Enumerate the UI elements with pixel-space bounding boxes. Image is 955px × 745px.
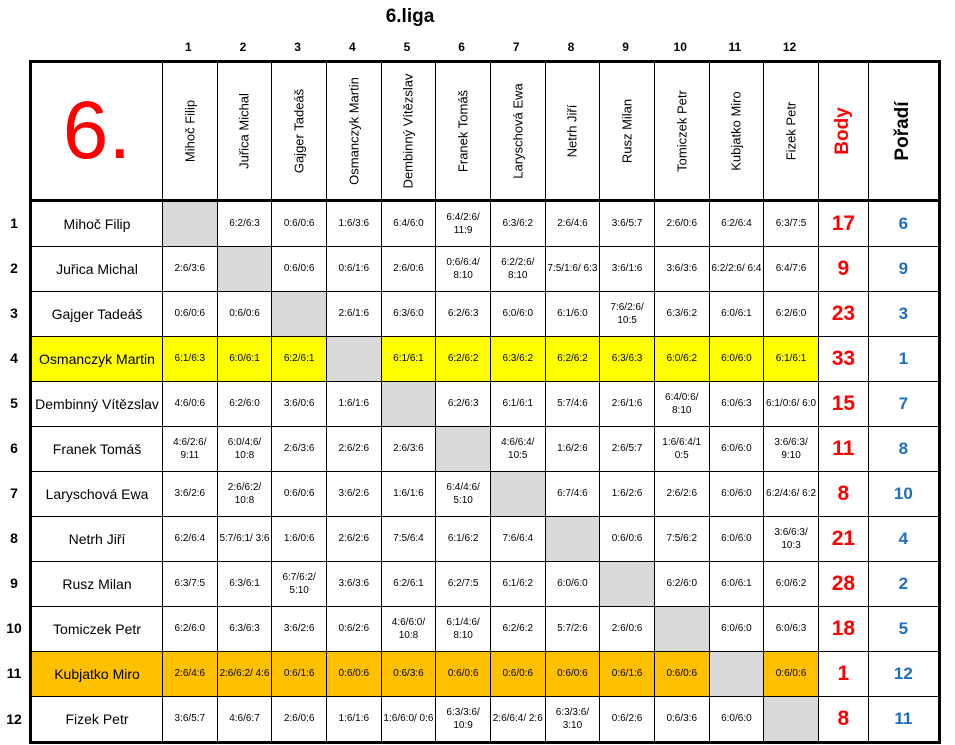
match-result: 2:6/2:6: [326, 517, 381, 562]
column-header-label: Osmanczyk Martin: [346, 77, 362, 185]
match-result: 6:2/6:3: [436, 382, 491, 427]
match-result: 0:6/0:6: [272, 247, 327, 292]
table-row: [31, 427, 940, 472]
self-match-cell: [381, 382, 436, 427]
match-result: 1:6/0:6: [272, 517, 327, 562]
player-rank: 11: [868, 697, 939, 743]
match-result: 6:0/6:0: [709, 427, 764, 472]
match-result: 6:2/6:3: [217, 201, 272, 247]
match-result: 6:3/6:3: [600, 337, 655, 382]
player-points: 33: [818, 337, 868, 382]
player-rank: 2: [868, 562, 939, 607]
row-number: 12: [6, 710, 22, 727]
match-result: 7:5/1:6/ 6:3: [545, 247, 600, 292]
player-name: Dembinný Vítězslav: [31, 382, 163, 427]
match-result: 3:6/1:6: [600, 247, 655, 292]
column-header-label: Laryschová Ewa: [510, 83, 526, 179]
match-result: 6:1/4:6/ 8:10: [436, 607, 491, 652]
match-result: 3:6/0:6: [272, 382, 327, 427]
column-header-player: [326, 62, 381, 201]
match-result: 0:6/0:6: [163, 292, 218, 337]
player-points: 9: [818, 247, 868, 292]
player-points: 28: [818, 562, 868, 607]
player-name: Juřica Michal: [31, 247, 163, 292]
row-number: 9: [10, 575, 18, 591]
column-number: 2: [239, 40, 247, 54]
match-result: 2:6/2:6: [654, 472, 709, 517]
table-row: [31, 382, 940, 427]
match-result: 0:6/3:6: [381, 652, 436, 697]
match-result: 2:6/3:6: [272, 427, 327, 472]
player-points: 15: [818, 382, 868, 427]
points-header: [818, 62, 868, 201]
match-result: 6:2/4:6/ 6:2: [764, 472, 819, 517]
match-result: 3:6/3:6: [654, 247, 709, 292]
row-number: 2: [10, 260, 18, 276]
match-result: 6:3/7:5: [764, 201, 819, 247]
match-result: 2:6/4:6: [163, 652, 218, 697]
column-header-player: [545, 62, 600, 201]
match-result: 2:6/0:6: [654, 201, 709, 247]
match-result: 4:6/6:0/ 10:8: [381, 607, 436, 652]
player-rank: 8: [868, 427, 939, 472]
player-name: Fizek Petr: [31, 697, 163, 743]
player-rank: 3: [868, 292, 939, 337]
rank-header-label: Pořadí: [892, 101, 914, 161]
match-result: 6:1/6:1: [490, 382, 545, 427]
column-header-player: [163, 62, 218, 201]
match-result: 0:6/0:6: [272, 201, 327, 247]
match-result: 6:4/4:6/ 5:10: [436, 472, 491, 517]
player-rank: 1: [868, 337, 939, 382]
column-header-label: Gajger Tadeáš: [291, 88, 307, 174]
player-points: 21: [818, 517, 868, 562]
table-row: [31, 472, 940, 517]
player-name: Rusz Milan: [31, 562, 163, 607]
match-result: 3:6/2:6: [326, 472, 381, 517]
match-result: 6:3/7:5: [163, 562, 218, 607]
match-result: 6:0/4:6/ 10:8: [217, 427, 272, 472]
match-result: 2:6/6:2/ 10:8: [217, 472, 272, 517]
player-name: Kubjatko Miro: [31, 652, 163, 697]
match-result: 6:0/6:3: [764, 607, 819, 652]
match-result: 1:6/1:6: [381, 472, 436, 517]
player-name: Laryschová Ewa: [31, 472, 163, 517]
column-header-player: [764, 62, 819, 201]
match-result: 0:6/0:6: [326, 652, 381, 697]
match-result: 6:1/6:1: [381, 337, 436, 382]
column-header-label: Kubjatko Miro: [728, 91, 744, 171]
match-result: 2:6/3:6: [381, 427, 436, 472]
match-result: 0:6/0:6: [272, 472, 327, 517]
match-result: 0:6/0:6: [490, 652, 545, 697]
match-result: 6:2/6:2: [545, 337, 600, 382]
match-result: 0:6/0:6: [436, 652, 491, 697]
match-result: 6:0/6:0: [545, 562, 600, 607]
player-name: Gajger Tadeáš: [31, 292, 163, 337]
match-result: 3:6/6:3/ 9:10: [764, 427, 819, 472]
match-result: 6:2/6:4: [709, 201, 764, 247]
match-result: 6:0/6:0: [709, 697, 764, 743]
match-result: 6:0/6:0: [709, 337, 764, 382]
self-match-cell: [272, 292, 327, 337]
match-result: 3:6/2:6: [163, 472, 218, 517]
match-result: 6:1/6:3: [163, 337, 218, 382]
column-numbers: [161, 40, 817, 54]
league-title: 6.liga: [385, 6, 435, 27]
match-result: 7:5/6:2: [654, 517, 709, 562]
match-result: 6:2/6:2: [490, 607, 545, 652]
points-header-label: Body: [832, 107, 854, 155]
match-result: 6:3/6:3: [217, 607, 272, 652]
column-header-player: [381, 62, 436, 201]
table-row: [31, 697, 940, 743]
match-result: 3:6/2:6: [272, 607, 327, 652]
column-header-player: [490, 62, 545, 201]
self-match-cell: [490, 472, 545, 517]
match-result: 0:6/0:6: [600, 517, 655, 562]
match-result: 6:0/6:0: [490, 292, 545, 337]
self-match-cell: [326, 337, 381, 382]
match-result: 2:6/3:6: [163, 247, 218, 292]
table-row: [31, 292, 940, 337]
table-row: [31, 652, 940, 697]
match-result: 4:6/6:4/ 10:5: [490, 427, 545, 472]
match-result: 6:0/6:0: [709, 517, 764, 562]
row-number: 3: [10, 305, 18, 321]
match-result: 2:6/2:6: [326, 427, 381, 472]
results-table: [29, 60, 941, 744]
self-match-cell: [764, 697, 819, 743]
match-result: 1:6/3:6: [326, 201, 381, 247]
player-name: Mihoč Filip: [31, 201, 163, 247]
self-match-cell: [436, 427, 491, 472]
self-match-cell: [217, 247, 272, 292]
match-result: 6:0/6:2: [654, 337, 709, 382]
self-match-cell: [545, 517, 600, 562]
match-result: 0:6/0:6: [764, 652, 819, 697]
row-number: 1: [10, 214, 18, 231]
column-number: 6: [458, 40, 465, 54]
match-result: 6:2/2:6/ 8:10: [490, 247, 545, 292]
match-result: 6:2/6:3: [436, 292, 491, 337]
match-result: 1:6/6:4/1 0:5: [654, 427, 709, 472]
match-result: 3:6/3:6: [326, 562, 381, 607]
row-number: 6: [10, 440, 18, 456]
player-name: Osmanczyk Martin: [31, 337, 163, 382]
player-points: 8: [818, 697, 868, 743]
player-name: Tomiczek Petr: [31, 607, 163, 652]
match-result: 6:2/6:0: [163, 607, 218, 652]
column-header-label: Rusz Milan: [619, 98, 635, 164]
self-match-cell: [163, 201, 218, 247]
column-number: 1: [184, 40, 192, 54]
match-result: 4:6/6:7: [217, 697, 272, 743]
match-result: 1:6/6:0/ 0:6: [381, 697, 436, 743]
match-result: 6:0/6:1: [217, 337, 272, 382]
match-result: 6:7/6:2/ 5:10: [272, 562, 327, 607]
self-match-cell: [709, 652, 764, 697]
match-result: 1:6/1:6: [326, 697, 381, 743]
match-result: 6:2/6:0: [217, 382, 272, 427]
player-points: 1: [818, 652, 868, 697]
column-number: 12: [782, 40, 797, 54]
player-name: Netrh Jiří: [31, 517, 163, 562]
match-result: 6:0/6:3: [709, 382, 764, 427]
match-result: 6:2/6:2: [436, 337, 491, 382]
column-number: 10: [673, 40, 687, 54]
player-rank: 9: [868, 247, 939, 292]
match-result: 6:3/3:6/ 10:9: [436, 697, 491, 743]
player-name: Franek Tomáš: [31, 427, 163, 472]
match-result: 6:3/3:6/ 3:10: [545, 697, 600, 743]
match-result: 7:6/6:4: [490, 517, 545, 562]
match-result: 6:3/6:1: [217, 562, 272, 607]
column-header-label: Dembinný Vítězslav: [400, 73, 416, 189]
match-result: 0:6/0:6: [545, 652, 600, 697]
match-result: 2:6/6:4/ 2:6: [490, 697, 545, 743]
match-result: 6:2/6:0: [764, 292, 819, 337]
column-header-player: [436, 62, 491, 201]
match-result: 0:6/2:6: [326, 607, 381, 652]
column-header-player: [272, 62, 327, 201]
match-result: 1:6/2:6: [600, 472, 655, 517]
match-result: 6:2/6:1: [272, 337, 327, 382]
player-rank: 6: [868, 201, 939, 247]
match-result: 0:6/1:6: [326, 247, 381, 292]
match-result: 2:6/0:6: [600, 607, 655, 652]
match-result: 6:3/6:2: [654, 292, 709, 337]
column-number: 7: [512, 40, 520, 54]
match-result: 6:1/6:1: [764, 337, 819, 382]
match-result: 2:6/5:7: [600, 427, 655, 472]
match-result: 6:2/6:4: [163, 517, 218, 562]
column-header-label: Tomiczek Petr: [674, 90, 690, 172]
match-result: 6:2/2:6/ 6:4: [709, 247, 764, 292]
match-result: 5:7/2:6: [545, 607, 600, 652]
rank-header: [868, 62, 939, 201]
row-number: 7: [10, 485, 18, 501]
match-result: 0:6/2:6: [600, 697, 655, 743]
match-result: 6:0/6:1: [709, 292, 764, 337]
player-points: 8: [818, 472, 868, 517]
match-result: 5:7/4:6: [545, 382, 600, 427]
column-header-label: Mihoč Filip: [182, 99, 198, 163]
match-result: 6:4/7:6: [764, 247, 819, 292]
match-result: 1:6/1:6: [326, 382, 381, 427]
player-rank: 12: [868, 652, 939, 697]
match-result: 2:6/1:6: [600, 382, 655, 427]
match-result: 6:7/4:6: [545, 472, 600, 517]
match-result: 2:6/0:6: [381, 247, 436, 292]
table-row: [31, 201, 940, 247]
player-points: 23: [818, 292, 868, 337]
player-points: 17: [818, 201, 868, 247]
match-result: 5:7/6:1/ 3:6: [217, 517, 272, 562]
match-result: 0:6/0:6: [654, 652, 709, 697]
column-number: 11: [728, 40, 742, 54]
table-row: [31, 247, 940, 292]
match-result: 1:6/2:6: [545, 427, 600, 472]
table-row: [31, 517, 940, 562]
match-result: 6:0/6:0: [709, 472, 764, 517]
match-result: 6:1/6:0: [545, 292, 600, 337]
match-result: 6:3/6:0: [381, 292, 436, 337]
match-result: 2:6/1:6: [326, 292, 381, 337]
match-result: 6:0/6:0: [709, 607, 764, 652]
column-header-player: [600, 62, 655, 201]
match-result: 6:2/6:0: [654, 562, 709, 607]
match-result: 4:6/2:6/ 9:11: [163, 427, 218, 472]
match-result: 3:6/5:7: [163, 697, 218, 743]
column-number: 9: [622, 40, 629, 54]
column-header-player: [654, 62, 709, 201]
table-row: [31, 607, 940, 652]
match-result: 6:4/2:6/ 11:9: [436, 201, 491, 247]
player-rank: 5: [868, 607, 939, 652]
match-result: 0:6/0:6: [217, 292, 272, 337]
match-result: 4:6/0:6: [163, 382, 218, 427]
row-number: 8: [10, 530, 18, 546]
match-result: 6:2/7:5: [436, 562, 491, 607]
column-header-player: [217, 62, 272, 201]
column-header-label: Netrh Jiří: [564, 104, 580, 158]
column-header-label: Fizek Petr: [783, 101, 799, 161]
match-result: 6:1/6:2: [490, 562, 545, 607]
match-result: 6:3/6:2: [490, 201, 545, 247]
match-result: 7:5/6:4: [381, 517, 436, 562]
table-row: [31, 562, 940, 607]
self-match-cell: [600, 562, 655, 607]
match-result: 6:3/6:2: [490, 337, 545, 382]
player-rank: 4: [868, 517, 939, 562]
self-match-cell: [654, 607, 709, 652]
match-result: 6:2/6:1: [381, 562, 436, 607]
player-rank: 10: [868, 472, 939, 517]
player-rank: 7: [868, 382, 939, 427]
group-number: 6.: [31, 62, 163, 201]
column-number: 8: [567, 40, 575, 54]
match-result: 0:6/1:6: [272, 652, 327, 697]
match-result: 6:4/6:0: [381, 201, 436, 247]
player-points: 11: [818, 427, 868, 472]
match-result: 3:6/5:7: [600, 201, 655, 247]
match-result: 6:1/6:2: [436, 517, 491, 562]
match-result: 0:6/1:6: [600, 652, 655, 697]
row-number: 10: [6, 620, 22, 636]
column-number: 5: [403, 40, 411, 54]
column-number: 3: [294, 40, 301, 54]
column-header-player: [709, 62, 764, 201]
match-result: 2:6/6:2/ 4:6: [217, 652, 272, 697]
column-number: 4: [348, 40, 356, 54]
match-result: 0:6/6:4/ 8:10: [436, 247, 491, 292]
match-result: 7:6/2:6/ 10:5: [600, 292, 655, 337]
match-result: 6:0/6:2: [764, 562, 819, 607]
match-result: 0:6/3:6: [654, 697, 709, 743]
match-result: 6:4/0:6/ 8:10: [654, 382, 709, 427]
row-number: 11: [6, 665, 22, 681]
column-header-label: Franek Tomáš: [455, 89, 471, 173]
row-number: 4: [10, 350, 18, 366]
column-header-label: Juřica Michal: [236, 93, 252, 169]
match-result: 2:6/4:6: [545, 201, 600, 247]
row-number: 5: [10, 395, 18, 411]
table-row: [31, 337, 940, 382]
player-points: 18: [818, 607, 868, 652]
match-result: 6:0/6:1: [709, 562, 764, 607]
match-result: 6:1/0:6/ 6:0: [764, 382, 819, 427]
match-result: 2:6/0:6: [272, 697, 327, 743]
match-result: 3:6/6:3/ 10:3: [764, 517, 819, 562]
